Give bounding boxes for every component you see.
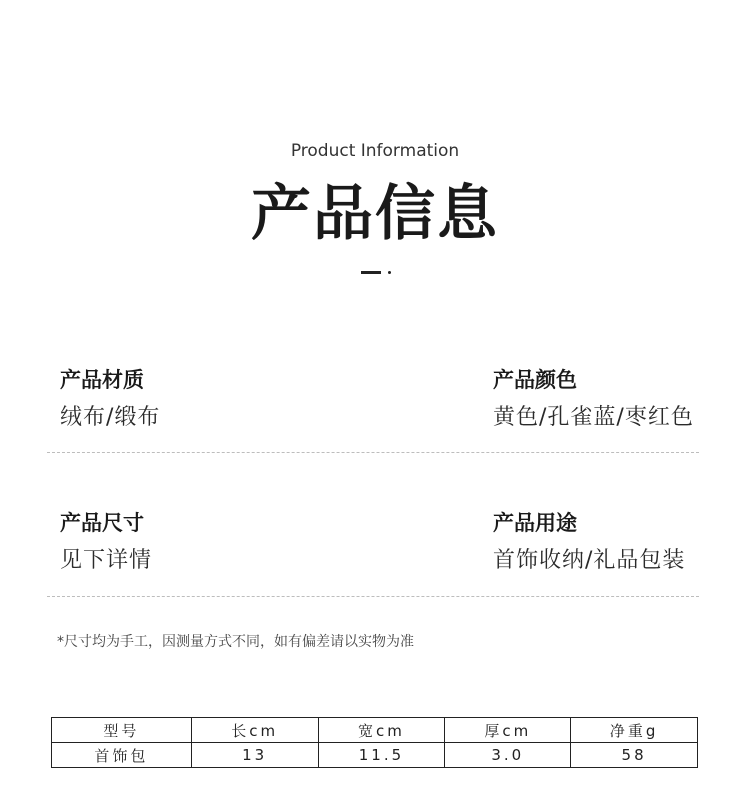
page-title: 产品信息 xyxy=(251,179,499,249)
table-row xyxy=(52,743,698,768)
table-cell: 58 xyxy=(571,743,698,768)
decoration-bar xyxy=(361,271,381,274)
info-label: 产品尺寸 xyxy=(60,511,144,535)
info-label: 产品颜色 xyxy=(493,368,577,392)
info-value: 黄色/孔雀蓝/枣红色 xyxy=(493,405,694,430)
info-label: 产品材质 xyxy=(60,368,144,392)
info-material xyxy=(60,366,160,433)
divider xyxy=(47,596,699,597)
table-header-cell: 型号 xyxy=(52,718,192,743)
info-color xyxy=(493,366,694,433)
table-cell: 3.0 xyxy=(445,743,571,768)
decoration-dot xyxy=(388,271,391,274)
table-header-row xyxy=(52,718,698,743)
info-size xyxy=(60,509,152,576)
info-value: 绒布/缎布 xyxy=(60,405,161,430)
info-label: 产品用途 xyxy=(493,511,577,535)
table-header-cell: 净重g xyxy=(571,718,698,743)
table-cell: 11.5 xyxy=(318,743,445,768)
table-header-cell: 厚cm xyxy=(445,718,571,743)
spec-table xyxy=(51,717,698,768)
table-header-cell: 长cm xyxy=(191,718,318,743)
info-usage xyxy=(493,509,685,576)
info-value: 见下详情 xyxy=(60,548,153,573)
section-subtitle: Product Information xyxy=(290,141,460,161)
table-header-cell: 宽cm xyxy=(318,718,445,743)
measurement-note: *尺寸均为手工，因测量方式不同，如有偏差请以实物为准 xyxy=(57,634,414,650)
title-decoration xyxy=(361,270,395,276)
table-cell: 13 xyxy=(191,743,318,768)
info-value: 首饰收纳/礼品包装 xyxy=(493,548,686,573)
divider xyxy=(47,452,699,453)
table-cell: 首饰包 xyxy=(52,743,192,768)
